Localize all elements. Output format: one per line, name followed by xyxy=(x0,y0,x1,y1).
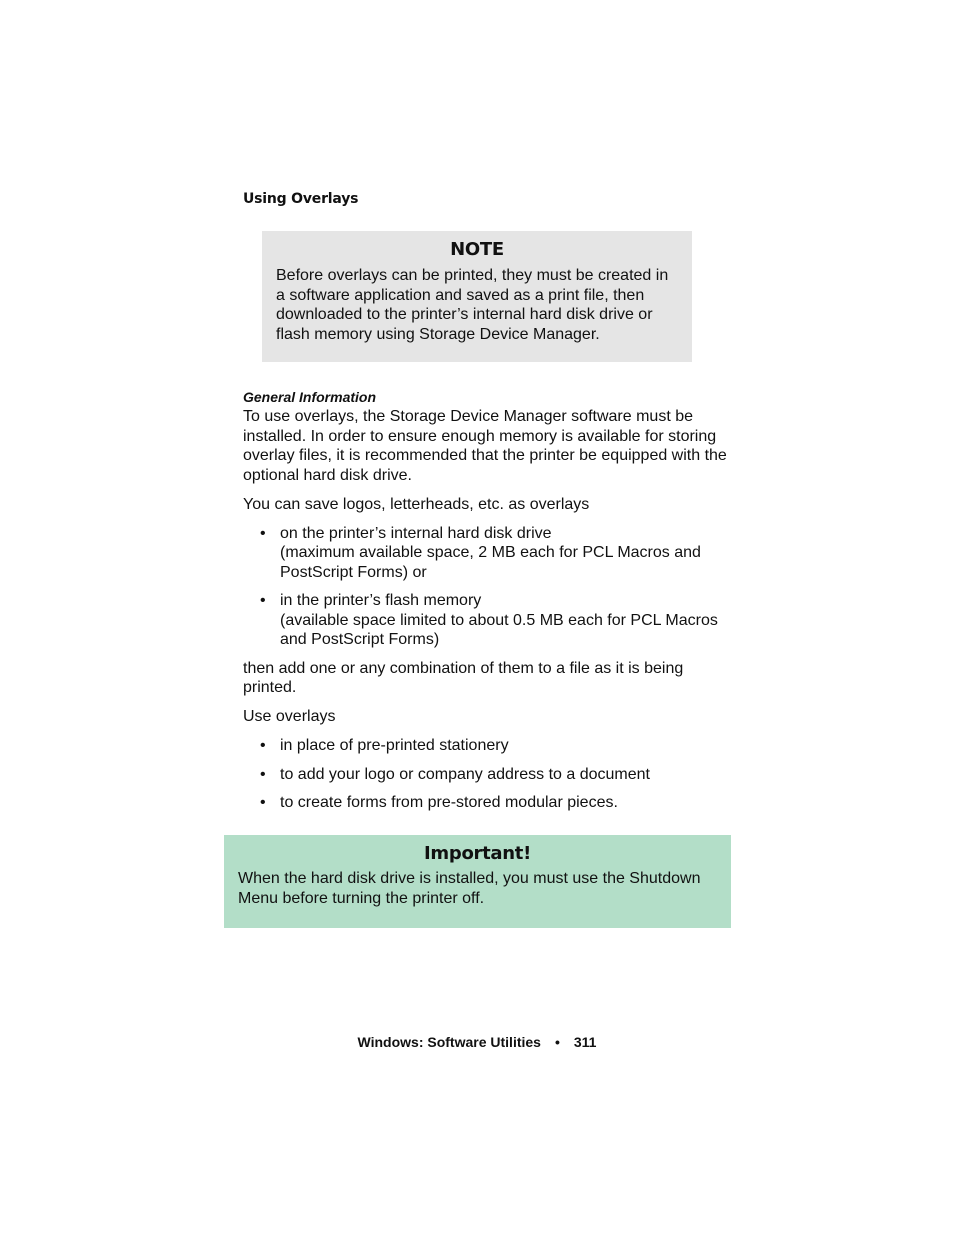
important-body: When the hard disk drive is installed, you must use the Shutdown Menu before turning the printer off. xyxy=(238,870,701,907)
list-item xyxy=(243,793,733,813)
footer-section-title: Windows: Software Utilities xyxy=(357,1034,541,1050)
bullet-icon: • xyxy=(260,765,266,783)
use-cases-list xyxy=(243,736,733,813)
important-box xyxy=(224,835,731,928)
footer-separator: • xyxy=(554,1034,560,1050)
list-item-detail: (maximum available space, 2 MB each for PCL Macros and PostScript Forms) or xyxy=(280,544,701,581)
general-information-section xyxy=(243,388,733,822)
list-item-detail: (available space limited to about 0.5 MB each for PCL Macros and PostScript Forms) xyxy=(280,611,718,648)
list-item-title: on the printer’s internal hard disk drive xyxy=(280,524,552,542)
note-box xyxy=(262,231,692,362)
section-heading: Using Overlays xyxy=(243,191,359,207)
list-item xyxy=(243,736,733,756)
save-lead-paragraph: You can save logos, letterheads, etc. as overlays xyxy=(243,495,590,513)
list-item-title: in the printer’s flash memory xyxy=(280,592,482,609)
list-item xyxy=(243,524,733,583)
list-item-text: to add your logo or company address to a document xyxy=(280,765,650,783)
use-lead-paragraph: Use overlays xyxy=(243,708,336,725)
then-paragraph: then add one or any combination of them to a file as it is being printed. xyxy=(243,659,684,696)
intro-paragraph: To use overlays, the Storage Device Manager software must be installed. In order to ensure enough memory is available for storing overlay files, it is recommended that the printer be equipped with the optional hard disk drive. xyxy=(243,408,727,484)
important-title: Important! xyxy=(424,843,531,864)
note-title: NOTE xyxy=(450,239,504,260)
bullet-icon: • xyxy=(260,737,266,754)
bullet-icon: • xyxy=(260,592,266,609)
list-item-text: to create forms from pre-stored modular pieces. xyxy=(280,794,618,811)
page-footer xyxy=(0,1034,954,1050)
note-body: Before overlays can be printed, they must be created in a software application and saved as a print file, then downloaded to the printer’s internal hard disk drive or flash memory using Storage Device Manager. xyxy=(276,267,669,343)
bullet-icon: • xyxy=(260,794,266,811)
general-information-subheading: General Information xyxy=(243,389,377,405)
page-number: 311 xyxy=(573,1034,597,1050)
list-item xyxy=(243,765,733,785)
bullet-icon: • xyxy=(260,524,266,542)
save-locations-list xyxy=(243,524,733,650)
list-item xyxy=(243,591,733,650)
list-item-text: in place of pre-printed stationery xyxy=(280,737,509,754)
